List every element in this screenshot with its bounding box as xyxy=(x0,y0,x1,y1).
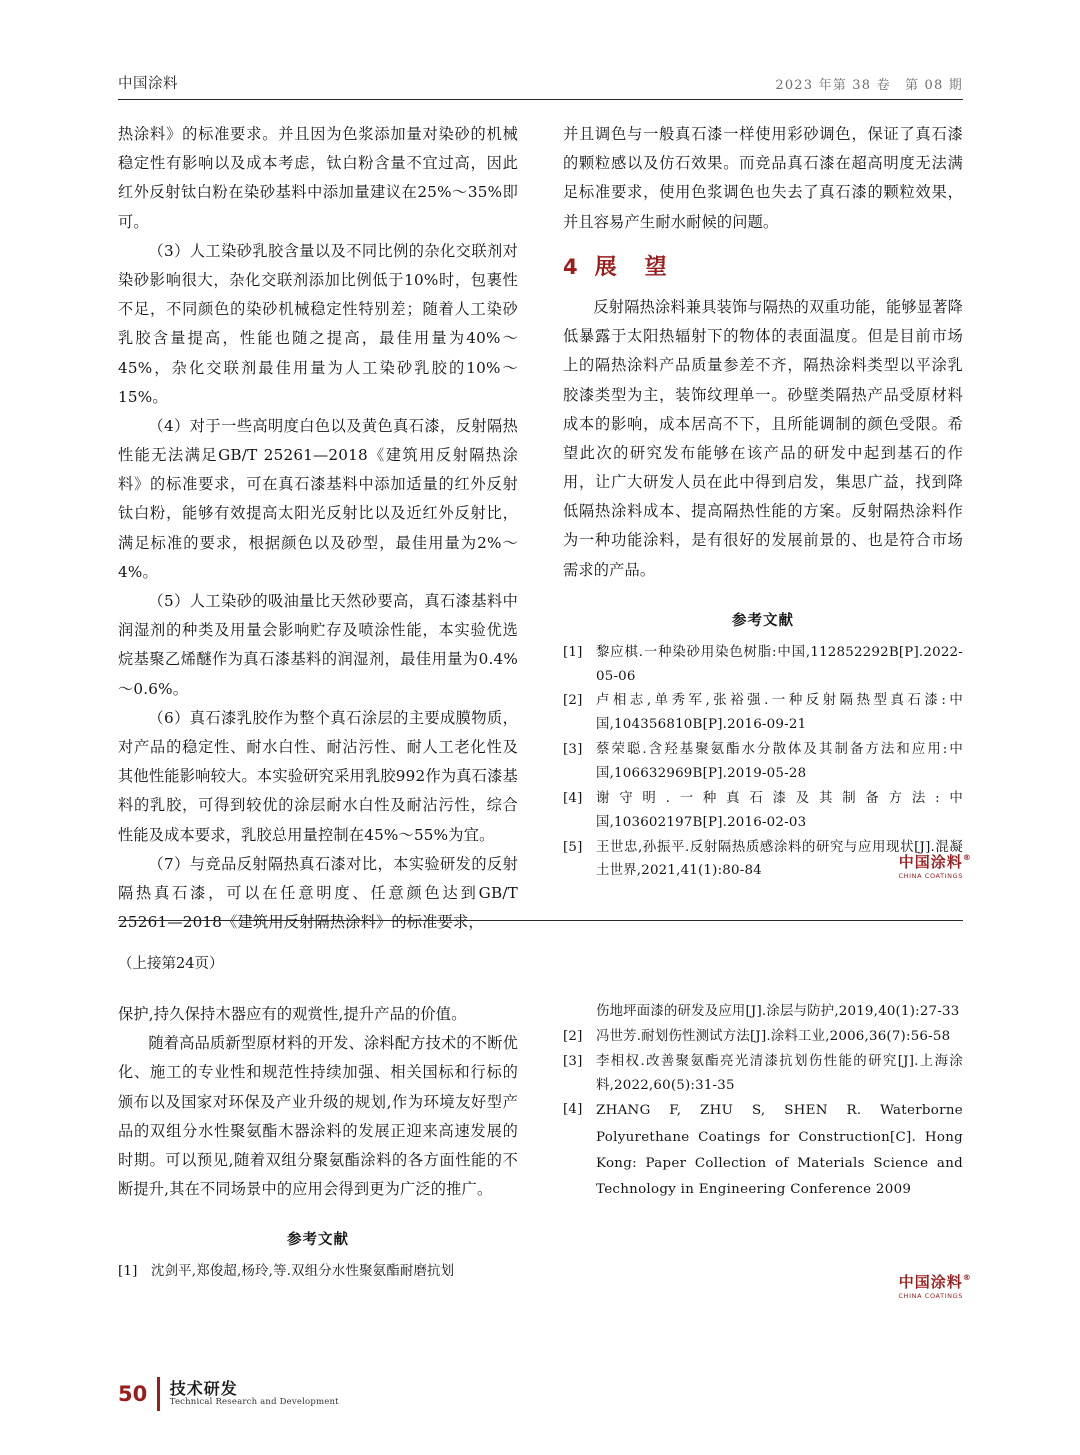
reference-label: [3] xyxy=(563,742,583,758)
section-number: 4 xyxy=(563,254,581,279)
paragraph: （5）人工染砂的吸油量比天然砂要高，真石漆基料中润湿剂的种类及用量会影响贮存及喷涂性能，本实验优选烷基聚乙烯醚作为真石漆基料的润湿剂，最佳用量为0.4%～0.6%。 xyxy=(118,592,518,698)
reference-text: 沈剑平,郑俊超,杨玲,等.双组分水性聚氨酯耐磨抗划 xyxy=(151,1264,455,1280)
logo-en: CHINA COATINGS xyxy=(898,871,963,880)
paragraph: 反射隔热涂料兼具装饰与隔热的双重功能，能够显著降低暴露于太阳热辐射下的物体的表面温度。但是目前市场上的隔热涂料产品质量参差不齐，隔热涂料类型以平涂乳胶漆类型为主，装饰纹理单一。砂壁类隔热产品受原材料成本的影响，成本居高不下，且所能调制的颜色受限。希望此次的研究发布能够在该产品的研发中起到基石的作用，让广大研发人员在此中得到启发，集思广益，找到降低隔热涂料成本、提高隔热性能的方案。反射隔热涂料作为一种功能涂料，是有很好的发展前景的、也是符合市场需求的产品。 xyxy=(563,297,963,579)
references-list xyxy=(118,1260,518,1284)
reference-label: [3] xyxy=(563,1053,583,1069)
paragraph: 随着高品质新型原材料的开发、涂料配方技术的不断优化、施工的专业性和规范性持续加强、相关国标和行标的颁布以及国家对环保及产业升级的规划,作为环境友好型产品的双组分水性聚氨酯木器涂料的发展正迎来高速发展的时期。可以预见,随着双组分聚氨酯涂料的各方面性能的不断提升,其在不同场景中的应用会得到更为广泛的推广。 xyxy=(118,1034,518,1199)
footer-section-en: Technical Research and Development xyxy=(169,1397,339,1408)
reference-label: [2] xyxy=(563,1028,583,1044)
section-heading xyxy=(563,247,963,289)
section-title: 展 望 xyxy=(594,254,670,280)
reference-item xyxy=(563,738,963,786)
page-number: 50 xyxy=(118,1382,148,1406)
section-divider xyxy=(118,920,963,921)
references-heading: 参考文献 xyxy=(287,1231,349,1249)
reference-text: 王世忠,孙振平.反射隔热质感涂料的研究与应用现状[J].混凝土世界,2021,41(1):80-84 xyxy=(596,839,963,879)
logo-bottom-slot xyxy=(563,1273,972,1300)
journal-name: 中国涂料 xyxy=(118,76,178,92)
reference-label xyxy=(563,1000,589,1024)
page-header xyxy=(118,72,963,100)
reference-item xyxy=(563,1050,963,1098)
reference-text: 谢守明.一种真石漆及其制备方法:中国,103602197B[P].2016-02-03 xyxy=(596,790,963,830)
reference-label: [4] xyxy=(563,1102,583,1118)
reference-text: 黎应棋.一种染砂用染色树脂:中国,112852292B[P].2022-05-06 xyxy=(596,644,963,684)
issue-info: 2023 年第 38 卷 第 08 期 xyxy=(775,78,963,93)
bottom-left-column xyxy=(118,1000,518,1285)
reference-label: [2] xyxy=(563,693,583,709)
reference-label: [1] xyxy=(118,1264,138,1280)
reference-item xyxy=(563,1025,963,1049)
paragraph: （7）与竞品反射隔热真石漆对比，本实验研发的反射隔热真石漆，可以在任意明度、任意颜色达到GB/T 25261—2018《建筑用反射隔热涂料》的标准要求， xyxy=(118,854,518,932)
page-footer xyxy=(118,1377,339,1411)
bottom-right-column xyxy=(563,1000,963,1204)
paragraph: （6）真石漆乳胶作为整个真石涂层的主要成膜物质，对产品的稳定性、耐水白性、耐沾污性、耐人工老化性及其他性能影响较大。本实验研究采用乳胶992作为真石漆基料的乳胶，可得到较优的涂层耐水白性及耐沾污性，综合性能及成本要求，乳胶总用量控制在45%～55%为宜。 xyxy=(118,708,518,844)
footer-section xyxy=(170,1380,339,1408)
reference-text: 冯世芳.耐划伤性测试方法[J].涂料工业,2006,36(7):56-58 xyxy=(596,1028,951,1044)
logo-mark: ® xyxy=(962,1273,972,1282)
reference-text: ZHANG F, ZHU S, SHEN R. Waterborne Polyurethane Coatings for Construction[C]. Hong Kong: Paper Collection of Materials Science and Technology in Engineering Conference 2009 xyxy=(596,1103,963,1197)
paragraph: 热涂料》的标准要求。并且因为色浆添加量对染砂的机械稳定性有影响以及成本考虑，钛白粉含量不宜过高，因此红外反射钛白粉在染砂基料中添加量建议在25%～35%即可。 xyxy=(118,125,518,231)
footer-divider xyxy=(157,1377,160,1411)
reference-label: [4] xyxy=(563,790,583,806)
reference-item xyxy=(563,787,963,835)
china-coatings-logo xyxy=(898,1273,972,1300)
logo-cn: 中国涂料 ® xyxy=(898,1273,972,1291)
reference-item xyxy=(118,1260,518,1284)
top-right-column xyxy=(563,120,972,884)
references-heading: 参考文献 xyxy=(732,611,794,629)
logo-cn: 中国涂料 ® xyxy=(898,853,972,871)
logo-mark: ® xyxy=(962,853,972,862)
paragraph: （4）对于一些高明度白色以及黄色真石漆，反射隔热性能无法满足GB/T 25261—2018《建筑用反射隔热涂料》的标准要求，可在真石漆基料中添加适量的红外反射钛白粉，能够有效提高太阳光反射比以及近红外反射比，满足标准的要求，根据颜色以及砂型，最佳用量为2%～4%。 xyxy=(118,416,518,581)
reference-item xyxy=(563,1098,963,1203)
reference-item xyxy=(563,641,963,689)
china-coatings-logo xyxy=(898,853,972,880)
reference-text: 蔡荣聪.含羟基聚氨酯水分散体及其制备方法和应用:中国,106632969B[P].2019-05-28 xyxy=(596,742,963,781)
references-list xyxy=(563,641,972,884)
reference-text: 李相权.改善聚氨酯亮光清漆抗划伤性能的研究[J].上海涂料,2022,60(5):31-35 xyxy=(596,1053,963,1093)
reference-label: [5] xyxy=(563,839,583,855)
paragraph: 并且调色与一般真石漆一样使用彩砂调色，保证了真石漆的颗粒感以及仿石效果。而竞品真石漆在超高明度无法满足标准要求，使用色浆调色也失去了真石漆的颗粒效果，并且容易产生耐水耐候的问题。 xyxy=(563,125,963,231)
reference-label: [1] xyxy=(563,644,583,660)
paragraph: （3）人工染砂乳胶含量以及不同比例的杂化交联剂对染砂影响很大，杂化交联剂添加比例低于10%时，包裹性不足，不同颜色的染砂机械稳定性特别差；随着人工染砂乳胶含量提高，性能也随之提高，最佳用量为40%～45%，杂化交联剂最佳用量为人工染砂乳胶的10%～15%。 xyxy=(118,241,518,406)
paragraph: 保护,持久保持木器应有的观赏性,提升产品的价值。 xyxy=(118,1005,467,1023)
footer-section-zh: 技术研发 xyxy=(169,1378,238,1398)
references-list xyxy=(563,1000,963,1203)
logo-en: CHINA COATINGS xyxy=(898,1291,963,1300)
reference-item xyxy=(563,689,963,737)
reference-text: 卢相志,单秀军,张裕强.一种反射隔热型真石漆:中国,104356810B[P].2016-09-21 xyxy=(596,693,963,733)
reference-item-continued xyxy=(563,1000,963,1024)
continued-from-note: （上接第24页） xyxy=(118,956,224,972)
reference-text: 伤地坪面漆的研发及应用[J].涂层与防护,2019,40(1):27-33 xyxy=(596,1004,960,1019)
logo-top-slot xyxy=(563,853,972,880)
top-left-column xyxy=(118,120,518,932)
